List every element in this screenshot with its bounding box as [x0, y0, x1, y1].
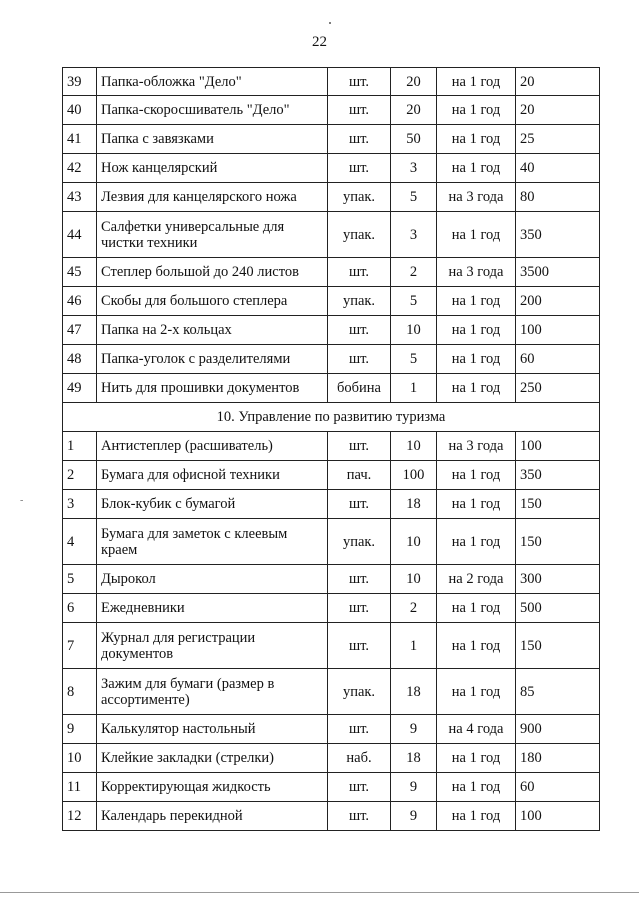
- quantity-cell: 9: [391, 715, 437, 744]
- table-row: [63, 623, 600, 669]
- row-number: 3: [63, 490, 97, 519]
- table-row: [63, 212, 600, 258]
- price-cell: 150: [516, 623, 600, 669]
- quantity-cell: 18: [391, 490, 437, 519]
- table-row: [63, 594, 600, 623]
- quantity-cell: 10: [391, 565, 437, 594]
- quantity-cell: 2: [391, 594, 437, 623]
- item-name: Скобы для большого степлера: [97, 287, 328, 316]
- row-number: 44: [63, 212, 97, 258]
- period-cell: на 1 год: [437, 744, 516, 773]
- price-cell: 180: [516, 744, 600, 773]
- unit-cell: шт.: [328, 432, 391, 461]
- unit-cell: шт.: [328, 68, 391, 96]
- quantity-cell: 18: [391, 669, 437, 715]
- row-number: 43: [63, 183, 97, 212]
- row-number: 9: [63, 715, 97, 744]
- unit-cell: упак.: [328, 669, 391, 715]
- price-cell: 60: [516, 773, 600, 802]
- quantity-cell: 20: [391, 68, 437, 96]
- quantity-cell: 50: [391, 125, 437, 154]
- quantity-cell: 10: [391, 519, 437, 565]
- item-name: Бумага для офисной техники: [97, 461, 328, 490]
- quantity-cell: 9: [391, 802, 437, 831]
- table-row: [63, 125, 600, 154]
- quantity-cell: 5: [391, 345, 437, 374]
- period-cell: на 1 год: [437, 96, 516, 125]
- price-cell: 500: [516, 594, 600, 623]
- page-number: 22: [312, 34, 327, 50]
- price-cell: 350: [516, 212, 600, 258]
- price-cell: 20: [516, 68, 600, 96]
- price-cell: 60: [516, 345, 600, 374]
- row-number: 49: [63, 374, 97, 403]
- unit-cell: упак.: [328, 183, 391, 212]
- price-cell: 100: [516, 432, 600, 461]
- table-row: [63, 154, 600, 183]
- item-name: Антистеплер (расшиватель): [97, 432, 328, 461]
- quantity-cell: 3: [391, 154, 437, 183]
- row-number: 46: [63, 287, 97, 316]
- price-cell: 300: [516, 565, 600, 594]
- item-name: Ежедневники: [97, 594, 328, 623]
- price-cell: 900: [516, 715, 600, 744]
- quantity-cell: 1: [391, 374, 437, 403]
- unit-cell: бобина: [328, 374, 391, 403]
- item-name: Журнал для регистрации документов: [97, 623, 328, 669]
- row-number: 11: [63, 773, 97, 802]
- period-cell: на 1 год: [437, 316, 516, 345]
- table-row: [63, 744, 600, 773]
- footer-line: [0, 892, 639, 893]
- item-name: Степлер большой до 240 листов: [97, 258, 328, 287]
- unit-cell: шт.: [328, 594, 391, 623]
- row-number: 8: [63, 669, 97, 715]
- item-name: Дырокол: [97, 565, 328, 594]
- unit-cell: упак.: [328, 519, 391, 565]
- quantity-cell: 2: [391, 258, 437, 287]
- quantity-cell: 3: [391, 212, 437, 258]
- row-number: 40: [63, 96, 97, 125]
- row-number: 2: [63, 461, 97, 490]
- item-name: Лезвия для канцелярского ножа: [97, 183, 328, 212]
- period-cell: на 1 год: [437, 345, 516, 374]
- price-cell: 40: [516, 154, 600, 183]
- quantity-cell: 18: [391, 744, 437, 773]
- table-row: [63, 519, 600, 565]
- item-name: Бумага для заметок с клеевым краем: [97, 519, 328, 565]
- unit-cell: шт.: [328, 345, 391, 374]
- section-title: 10. Управление по развитию туризма: [63, 403, 600, 432]
- unit-cell: шт.: [328, 623, 391, 669]
- price-cell: 150: [516, 490, 600, 519]
- item-name: Клейкие закладки (стрелки): [97, 744, 328, 773]
- price-cell: 80: [516, 183, 600, 212]
- quantity-cell: 10: [391, 432, 437, 461]
- item-name: Календарь перекидной: [97, 802, 328, 831]
- period-cell: на 1 год: [437, 68, 516, 96]
- unit-cell: шт.: [328, 96, 391, 125]
- unit-cell: шт.: [328, 125, 391, 154]
- unit-cell: шт.: [328, 565, 391, 594]
- period-cell: на 2 года: [437, 565, 516, 594]
- quantity-cell: 10: [391, 316, 437, 345]
- row-number: 42: [63, 154, 97, 183]
- row-number: 12: [63, 802, 97, 831]
- quantity-cell: 20: [391, 96, 437, 125]
- period-cell: на 1 год: [437, 519, 516, 565]
- table-row: [63, 345, 600, 374]
- unit-cell: шт.: [328, 316, 391, 345]
- row-number: 4: [63, 519, 97, 565]
- quantity-cell: 100: [391, 461, 437, 490]
- price-cell: 200: [516, 287, 600, 316]
- unit-cell: упак.: [328, 287, 391, 316]
- price-cell: 100: [516, 802, 600, 831]
- price-cell: 350: [516, 461, 600, 490]
- row-number: 47: [63, 316, 97, 345]
- period-cell: на 1 год: [437, 623, 516, 669]
- period-cell: на 1 год: [437, 154, 516, 183]
- period-cell: на 1 год: [437, 374, 516, 403]
- item-name: Зажим для бумаги (размер в ассортименте): [97, 669, 328, 715]
- item-name: Блок-кубик с бумагой: [97, 490, 328, 519]
- table-row: [63, 802, 600, 831]
- period-cell: на 1 год: [437, 773, 516, 802]
- period-cell: на 1 год: [437, 212, 516, 258]
- unit-cell: шт.: [328, 154, 391, 183]
- quantity-cell: 1: [391, 623, 437, 669]
- period-cell: на 1 год: [437, 490, 516, 519]
- period-cell: на 3 года: [437, 183, 516, 212]
- unit-cell: шт.: [328, 715, 391, 744]
- period-cell: на 3 года: [437, 258, 516, 287]
- item-name: Папка-обложка "Дело": [97, 68, 328, 96]
- unit-cell: пач.: [328, 461, 391, 490]
- row-number: 1: [63, 432, 97, 461]
- row-number: 45: [63, 258, 97, 287]
- unit-cell: шт.: [328, 802, 391, 831]
- quantity-cell: 5: [391, 287, 437, 316]
- table-row: [63, 183, 600, 212]
- price-cell: 85: [516, 669, 600, 715]
- unit-cell: шт.: [328, 773, 391, 802]
- price-cell: 250: [516, 374, 600, 403]
- section-row: [63, 403, 600, 432]
- item-name: Калькулятор настольный: [97, 715, 328, 744]
- row-number: 39: [63, 68, 97, 96]
- unit-cell: наб.: [328, 744, 391, 773]
- item-name: Нить для прошивки документов: [97, 374, 328, 403]
- unit-cell: упак.: [328, 212, 391, 258]
- item-name: Папка на 2-х кольцах: [97, 316, 328, 345]
- scan-dot: [329, 22, 331, 24]
- table-row: [63, 715, 600, 744]
- item-name: Папка с завязками: [97, 125, 328, 154]
- table-row: [63, 96, 600, 125]
- period-cell: на 4 года: [437, 715, 516, 744]
- row-number: 7: [63, 623, 97, 669]
- quantity-cell: 5: [391, 183, 437, 212]
- period-cell: на 3 года: [437, 432, 516, 461]
- unit-cell: шт.: [328, 490, 391, 519]
- item-name: Папка-скоросшиватель "Дело": [97, 96, 328, 125]
- price-cell: 20: [516, 96, 600, 125]
- period-cell: на 1 год: [437, 594, 516, 623]
- margin-mark: -: [20, 495, 24, 506]
- table-row: [63, 565, 600, 594]
- price-cell: 3500: [516, 258, 600, 287]
- row-number: 6: [63, 594, 97, 623]
- supplies-table: [62, 67, 600, 831]
- table-row: [63, 287, 600, 316]
- item-name: Корректирующая жидкость: [97, 773, 328, 802]
- table-row: [63, 461, 600, 490]
- table-row: [63, 773, 600, 802]
- table-row: [63, 258, 600, 287]
- price-cell: 150: [516, 519, 600, 565]
- table-row: [63, 490, 600, 519]
- unit-cell: шт.: [328, 258, 391, 287]
- period-cell: на 1 год: [437, 125, 516, 154]
- row-number: 5: [63, 565, 97, 594]
- table-row: [63, 316, 600, 345]
- table-row: [63, 374, 600, 403]
- table-row: [63, 68, 600, 96]
- row-number: 48: [63, 345, 97, 374]
- price-cell: 100: [516, 316, 600, 345]
- item-name: Салфетки универсальные для чистки техники: [97, 212, 328, 258]
- period-cell: на 1 год: [437, 802, 516, 831]
- table-row: [63, 432, 600, 461]
- period-cell: на 1 год: [437, 287, 516, 316]
- row-number: 10: [63, 744, 97, 773]
- item-name: Нож канцелярский: [97, 154, 328, 183]
- table-row: [63, 669, 600, 715]
- price-cell: 25: [516, 125, 600, 154]
- period-cell: на 1 год: [437, 669, 516, 715]
- item-name: Папка-уголок с разделителями: [97, 345, 328, 374]
- quantity-cell: 9: [391, 773, 437, 802]
- row-number: 41: [63, 125, 97, 154]
- period-cell: на 1 год: [437, 461, 516, 490]
